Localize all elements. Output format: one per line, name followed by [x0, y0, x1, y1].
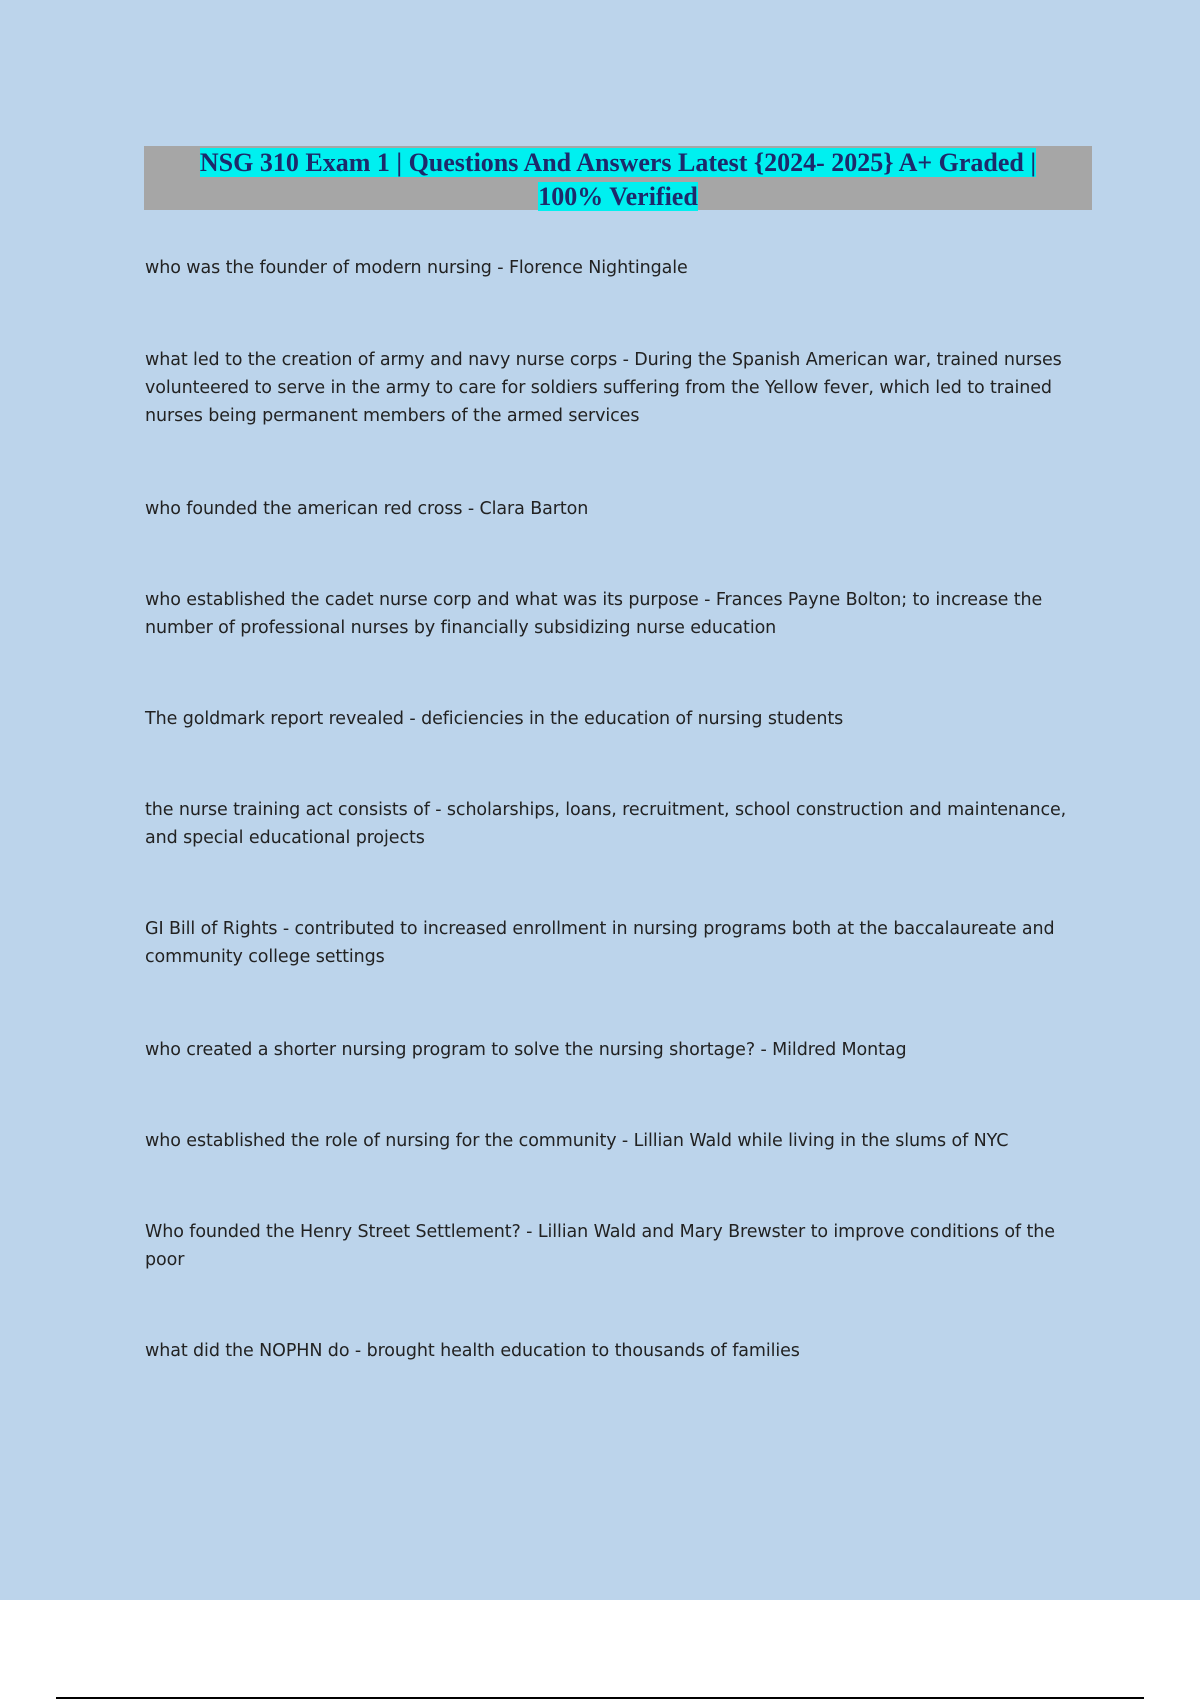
qa-item: who created a shorter nursing program to solve the nursing shortage? - Mildred Montag	[145, 1040, 907, 1060]
qa-item: GI Bill of Rights - contributed to increased enrollment in nursing programs both at the baccalaureate and community college settings	[145, 919, 1055, 967]
document-title	[144, 146, 1092, 210]
qa-item: who founded the american red cross - Clara Barton	[145, 499, 589, 519]
title-line-1: NSG 310 Exam 1 | Questions And Answers Latest {2024- 2025} A+ Graded |	[199, 148, 1037, 177]
qa-item: Who founded the Henry Street Settlement? - Lillian Wald and Mary Brewster to improve conditions of the poor	[145, 1222, 1055, 1270]
qa-item: who was the founder of modern nursing - Florence Nightingale	[145, 258, 688, 278]
qa-item: who established the role of nursing for the community - Lillian Wald while living in the slums of NYC	[145, 1131, 1009, 1151]
footer-rule	[56, 1697, 1144, 1699]
qa-item: what led to the creation of army and navy nurse corps - During the Spanish American war, trained nurses volunteered to serve in the army to care for soldiers suffering from the Yellow fever, which led to trained nurses being permanent members of the armed services	[145, 350, 1062, 426]
title-line-2: 100% Verified	[538, 182, 698, 211]
qa-item: who established the cadet nurse corp and what was its purpose - Frances Payne Bolton; to increase the number of professional nurses by financially subsidizing nurse education	[145, 590, 1043, 638]
qa-item: The goldmark report revealed - deficiencies in the education of nursing students	[145, 709, 844, 729]
qa-item: the nurse training act consists of - scholarships, loans, recruitment, school construction and maintenance, and special educational projects	[145, 800, 1067, 848]
qa-item: what did the NOPHN do - brought health education to thousands of families	[145, 1341, 800, 1361]
